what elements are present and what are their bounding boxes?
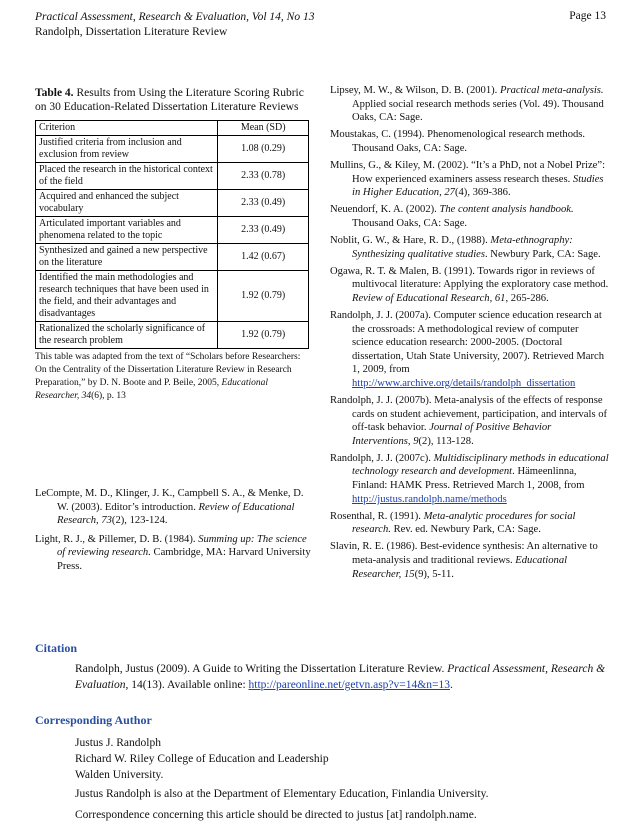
ref-book-title: Summing up: The science of reviewing research. <box>57 533 307 559</box>
author-name: Justus J. Randolph <box>75 737 161 749</box>
ref-book-title: Meta-analytic procedures for social research. <box>352 510 576 536</box>
author-address <box>75 735 615 783</box>
mean-cell: 1.92 (0.79) <box>218 271 309 322</box>
criterion-cell: Synthesized and gained a new perspective on the literature <box>36 244 218 271</box>
reference-mullins <box>330 159 610 200</box>
mean-cell: 2.33 (0.49) <box>218 217 309 244</box>
table-caption <box>35 86 311 114</box>
citation-text <box>75 661 615 693</box>
table-row <box>36 190 309 217</box>
ref-pages: (9), 5-11. <box>414 568 454 580</box>
mean-cell: 1.08 (0.29) <box>218 136 309 163</box>
mean-cell: 1.42 (0.67) <box>218 244 309 271</box>
ref-book-title: The content analysis handbook. <box>439 204 574 216</box>
ref-publisher: Cambridge, MA: Harvard University Press. <box>57 547 311 572</box>
ref-text: LeCompte, M. D., Klinger, J. K., Campbell S. A., & Menke, D. W. (2003). Editor’s introduction. <box>35 488 304 513</box>
mean-cell: 2.33 (0.49) <box>218 190 309 217</box>
ref-pages: (2), 123-124. <box>111 515 168 527</box>
table-section <box>35 86 311 403</box>
table-row <box>36 136 309 163</box>
ref-journal: Review of Educational Research, 73 <box>57 501 295 527</box>
ref-pages: (4), 369-386. <box>454 187 511 199</box>
page-number: Page 13 <box>569 10 606 22</box>
citation-main: Randolph, Justus (2009). A Guide to Writing the Dissertation Literature Review. <box>75 663 448 675</box>
ref-journal: Educational Researcher, 15 <box>352 555 568 580</box>
citation-journal: Practical Assessment, Research & Evaluation <box>75 663 606 691</box>
citation-link[interactable]: http://pareonline.net/getvn.asp?v=14&n=13 <box>248 679 450 691</box>
affiliation-note: Justus Randolph is also at the Department of Elementary Education, Finlandia University. <box>75 788 489 800</box>
reference-slavin <box>330 540 610 581</box>
criterion-cell: Articulated important variables and phenomena related to the topic <box>36 217 218 244</box>
ref-book-title: Meta-ethnography: Synthesizing qualitative studies <box>352 234 573 260</box>
ref-text: Randolph, J. J. (2007b). Meta-analysis of the effects of response cards on student achievement, participation, and intervals of off-task behavior. <box>330 394 608 434</box>
criterion-cell: Justified criteria from inclusion and exclusion from review <box>36 136 218 163</box>
table-row <box>36 271 309 322</box>
ref-text: Lipsey, M. W., & Wilson, D. B. (2001). <box>330 85 500 96</box>
running-header <box>35 10 314 40</box>
ref-book-title: Multidisciplinary methods in educational technology research and development <box>352 452 609 478</box>
results-table <box>35 120 309 349</box>
table-note-issue: (6), p. 13 <box>91 391 126 401</box>
citation-volume: , 14(13). Available online: <box>125 679 249 691</box>
ref-text: Light, R. J., & Pillemer, D. B. (1984). <box>35 533 199 545</box>
reference-lecompte <box>35 487 311 528</box>
table-note-text: This table was adapted from the text of “Scholars before Researchers: On the Centrality of the Dissertation Literature Review in Research Preparation,” by D. N. Boote and P. Beile, 2005, <box>35 352 301 388</box>
journal-name: Practical Assessment, Research & Evaluation, Vol 14, No 13 <box>35 11 315 23</box>
ref-book-title: Practical meta-analysis. <box>499 85 604 96</box>
reference-randolph-2007c <box>330 452 610 506</box>
correspondence-note: Correspondence concerning this article should be directed to justus [at] randolph.name. <box>75 809 477 821</box>
criterion-cell: Identified the main methodologies and research techniques that have been used in the field, and their advantages and disadvantages <box>36 271 218 322</box>
table-note <box>35 351 311 403</box>
ref-publisher: Applied social research methods series (Vol. 49). Thousand Oaks, CA: Sage. <box>352 98 604 124</box>
column-header-criterion: Criterion <box>36 121 218 136</box>
ref-publisher: Rev. ed. Newbury Park, CA: Sage. <box>390 524 541 536</box>
references-right <box>330 84 610 585</box>
table-caption-text: Results from Using the Literature Scoring Rubric on 30 Education-Related Dissertation Literature Reviews <box>35 87 304 113</box>
archive-link[interactable]: http://www.archive.org/details/randolph_dissertation <box>352 377 576 389</box>
corresponding-author-heading: Corresponding Author <box>35 713 152 727</box>
column-header-mean: Mean (SD) <box>218 121 309 136</box>
author-college: Richard W. Riley College of Education and Leadership <box>75 753 329 765</box>
ref-pages: (2), 113-128. <box>418 435 474 447</box>
reference-neuendorf <box>330 203 610 230</box>
reference-lipsey <box>330 84 610 125</box>
ref-text: Moustakas, C. (1994). Phenomenological research methods. Thousand Oaks, CA: Sage. <box>330 129 586 154</box>
ref-publisher: . Newbury Park, CA: Sage. <box>485 248 601 260</box>
reference-rosenthal <box>330 510 610 537</box>
reference-randolph-2007b <box>330 394 610 448</box>
ref-pages: , 265-286. <box>505 292 549 304</box>
ref-text: Rosenthal, R. (1991). <box>330 510 424 522</box>
references-left <box>35 487 311 579</box>
table-note-journal: Educational Researcher, 34 <box>35 378 268 401</box>
ref-text: Randolph, J. J. (2007a). Computer science education research at the crossroads: A methodological review of computer science education research: 2000-2005. (Doctoral dissertation, Utah State University, 2007). Retrieved March 1, 2009, from <box>330 309 605 376</box>
ref-publisher: . Hämeenlinna, Finland: HAMK Press. Retrieved March 1, 2008, from <box>352 466 585 492</box>
reference-moustakas <box>330 128 610 155</box>
ref-text: Neuendorf, K. A. (2002). <box>330 204 440 216</box>
table-row <box>36 244 309 271</box>
reference-noblit <box>330 234 610 261</box>
ref-publisher: Thousand Oaks, CA: Sage. <box>352 217 468 229</box>
ref-journal: Review of Educational Research, 61 <box>352 292 506 304</box>
ref-text: Slavin, R. E. (1986). Best-evidence synthesis: An alternative to meta-analysis and traditional reviews. <box>330 541 598 566</box>
methods-link[interactable]: http://justus.randolph.name/methods <box>352 493 507 505</box>
mean-cell: 2.33 (0.78) <box>218 163 309 190</box>
reference-ogawa <box>330 265 610 306</box>
citation-heading: Citation <box>35 641 77 655</box>
author-university: Walden University. <box>75 769 164 781</box>
table-header-row <box>36 121 309 136</box>
reference-randolph-2007a <box>330 309 610 391</box>
table-label: Table 4. <box>35 87 74 99</box>
ref-text: Randolph, J. J. (2007c). <box>330 452 434 464</box>
ref-journal: Studies in Higher Education, 27 <box>352 173 604 199</box>
ref-journal: Journal of Positive Behavior Interventions, 9 <box>352 422 552 447</box>
mean-cell: 1.92 (0.79) <box>218 322 309 349</box>
article-short-title: Randolph, Dissertation Literature Review <box>35 26 228 38</box>
table-row <box>36 217 309 244</box>
ref-text: Ogawa, R. T. & Malen, B. (1991). Towards rigor in reviews of multivocal literature: Applying the exploratory case method. <box>330 265 609 291</box>
reference-light <box>35 533 311 574</box>
table-row <box>36 163 309 190</box>
table-row <box>36 322 309 349</box>
criterion-cell: Acquired and enhanced the subject vocabulary <box>36 190 218 217</box>
citation-end: . <box>449 679 453 691</box>
criterion-cell: Placed the research in the historical context of the field <box>36 163 218 190</box>
ref-text: Noblit, G. W., & Hare, R. D., (1988). <box>330 234 491 246</box>
criterion-cell: Rationalized the scholarly significance of the research problem <box>36 322 218 349</box>
ref-text: Mullins, G., & Kiley, M. (2002). “It’s a PhD, not a Nobel Prize”: How experienced examiners assess research theses. <box>330 159 606 185</box>
